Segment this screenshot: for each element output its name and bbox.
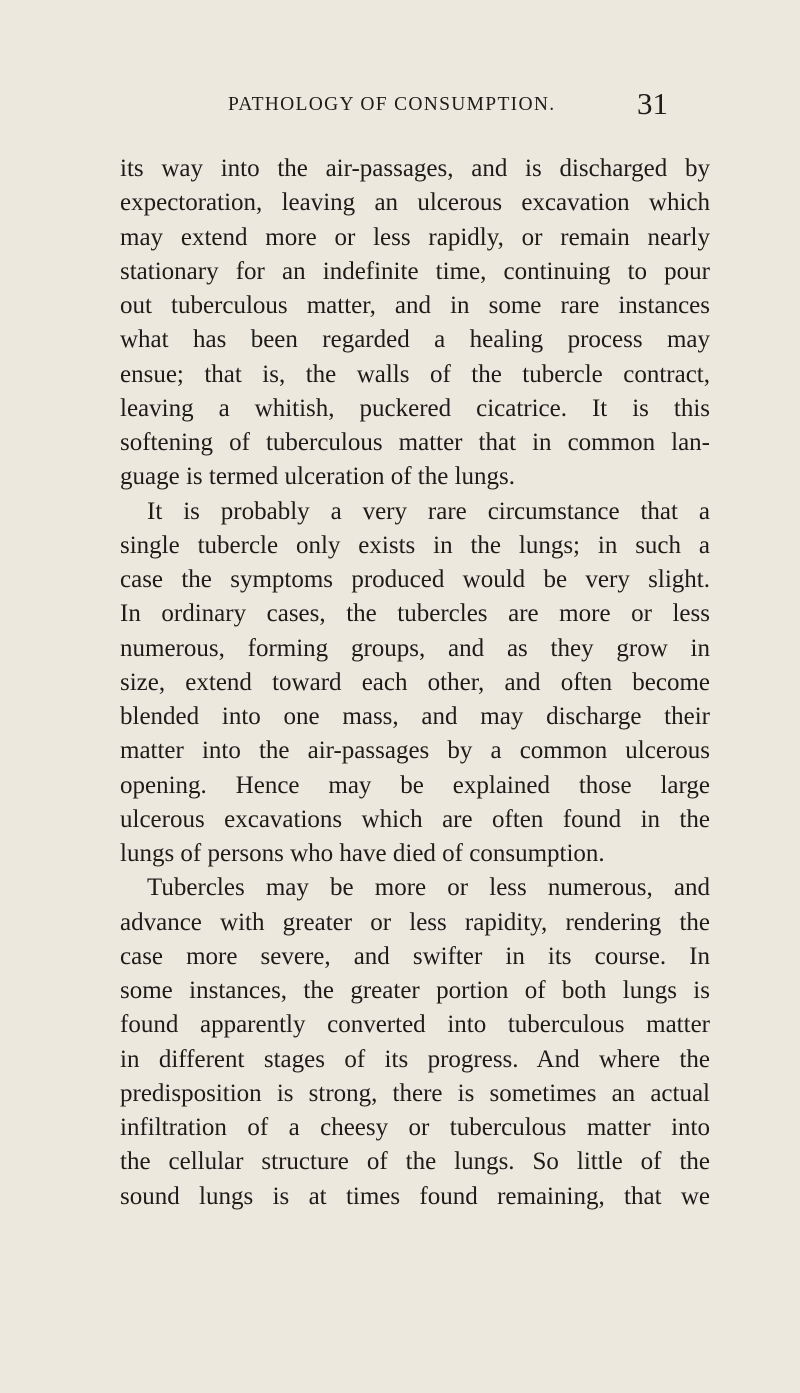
body-text: [120, 152, 710, 1214]
text-line: size, extend toward each other, and often become: [120, 668, 710, 696]
text-line: stationary for an indefinite time, continuing to pour: [120, 257, 710, 285]
text-line: softening of tuberculous matter that in common lan-: [120, 429, 710, 456]
text-line: expectoration, leaving an ulcerous excavation which: [120, 189, 710, 217]
text-line: its way into the air-passages, and is discharged by: [120, 155, 710, 182]
text-line: leaving a whitish, puckered cicatrice. It is this: [120, 394, 710, 422]
text-line: numerous, forming groups, and as they grow in: [120, 634, 710, 662]
text-line: the cellular structure of the lungs. So little of the: [120, 1148, 710, 1176]
paragraph-first-line: Tubercles may be more or less numerous, and: [147, 874, 710, 902]
text-line: case more severe, and swifter in its course. In: [120, 942, 710, 970]
text-line: case the symptoms produced would be very slight.: [120, 566, 710, 593]
text-line: single tubercle only exists in the lungs; in such a: [120, 531, 710, 559]
text-line: found apparently converted into tuberculous matter: [120, 1011, 710, 1039]
text-line: sound lungs is at times found remaining, that we: [120, 1182, 710, 1210]
text-line: advance with greater or less rapidity, rendering the: [120, 908, 710, 936]
text-line: some instances, the greater portion of both lungs is: [120, 977, 710, 1004]
text-line: blended into one mass, and may discharge their: [120, 703, 710, 730]
text-line: ulcerous excavations which are often found in the: [120, 805, 710, 833]
text-line: infiltration of a cheesy or tuberculous matter into: [120, 1114, 710, 1141]
text-line: what has been regarded a healing process may: [120, 326, 710, 354]
text-line: predisposition is strong, there is sometimes an actual: [120, 1079, 710, 1107]
text-line: In ordinary cases, the tubercles are more or less: [120, 600, 710, 628]
text-line: ensue; that is, the walls of the tubercle contract,: [120, 360, 710, 388]
running-head: [120, 86, 680, 132]
text-line: out tuberculous matter, and in some rare instances: [120, 292, 710, 319]
page-number: 31: [637, 86, 668, 121]
running-head-title: PATHOLOGY OF CONSUMPTION.: [228, 94, 556, 115]
text-line: opening. Hence may be explained those large: [120, 771, 710, 799]
text-line: may extend more or less rapidly, or remain nearly: [120, 223, 710, 251]
text-line: matter into the air-passages by a common ulcerous: [120, 737, 710, 765]
paragraph-first-line: It is probably a very rare circumstance that a: [147, 497, 710, 525]
paragraph-last-line: guage is termed ulceration of the lungs.: [120, 463, 516, 491]
paragraph-last-line: lungs of persons who have died of consumption.: [120, 840, 605, 867]
text-line: in different stages of its progress. And where the: [120, 1045, 710, 1073]
